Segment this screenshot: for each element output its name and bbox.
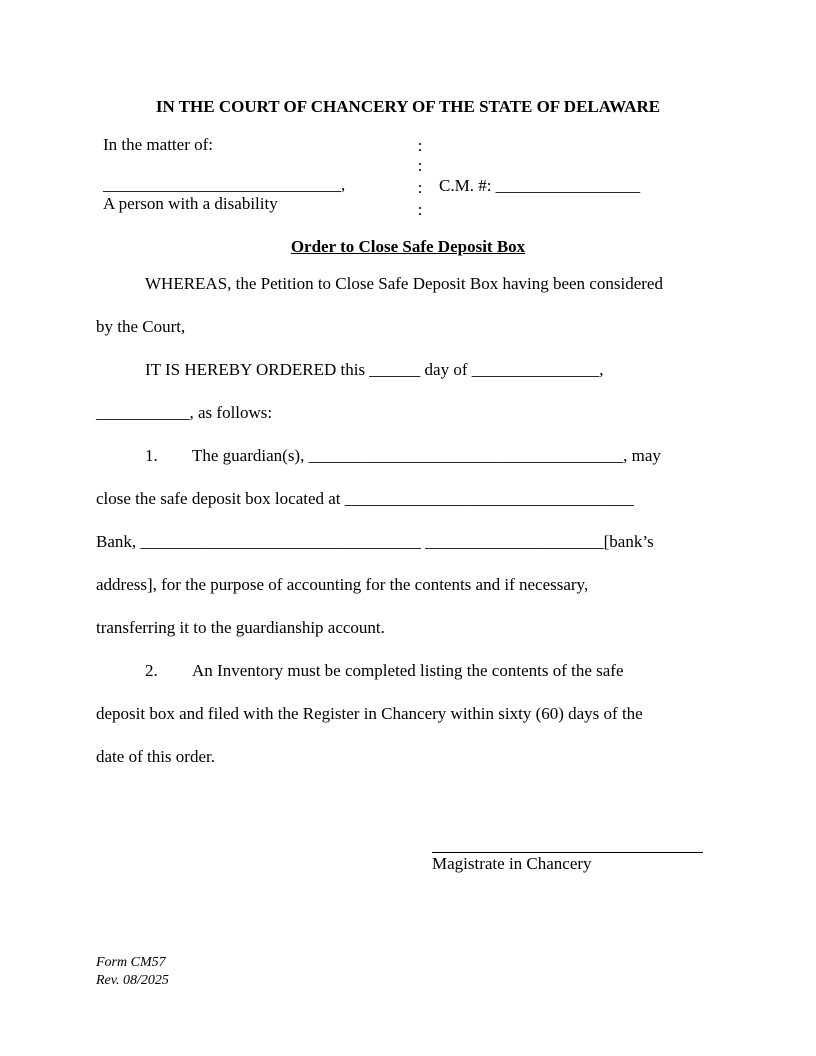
item1-line: Bank, _________________________________ _____________________[bank’s <box>96 532 654 551</box>
item-number: 1. <box>145 446 158 465</box>
caption-colon: : <box>417 178 423 197</box>
matter-label: In the matter of: <box>103 135 213 154</box>
item2-line: An Inventory must be completed listing the contents of the safe <box>192 661 624 680</box>
ordered-line: IT IS HEREBY ORDERED this ______ day of _______________, <box>145 360 604 379</box>
caption-colon: : <box>417 156 423 175</box>
whereas-line: WHEREAS, the Petition to Close Safe Deposit Box having been considered <box>145 274 663 293</box>
ordered-line: ___________, as follows: <box>96 403 273 422</box>
item2-line: deposit box and filed with the Register in Chancery within sixty (60) days of the <box>96 704 643 723</box>
order-title: Order to Close Safe Deposit Box <box>290 237 526 256</box>
caption-colon: : <box>417 136 423 155</box>
item-number: 2. <box>145 661 158 680</box>
form-number: Form CM57 <box>96 955 166 970</box>
item1-line: close the safe deposit box located at __________________________________ <box>96 489 634 508</box>
signature-label: Magistrate in Chancery <box>432 854 592 873</box>
caption-colon: : <box>417 200 423 219</box>
item1-line: transferring it to the guardianship account. <box>96 618 385 637</box>
cm-number-field: C.M. #: _________________ <box>439 176 641 195</box>
item1-line: address], for the purpose of accounting for the contents and if necessary, <box>96 575 589 594</box>
name-blank: ____________________________, <box>103 175 346 194</box>
court-heading: IN THE COURT OF CHANCERY OF THE STATE OF DELAWARE <box>155 97 661 116</box>
item1-line: The guardian(s), _____________________________________, may <box>192 446 661 465</box>
whereas-line: by the Court, <box>96 317 186 336</box>
form-revision: Rev. 08/2025 <box>96 973 169 988</box>
item2-line: date of this order. <box>96 747 215 766</box>
signature-line <box>432 852 703 853</box>
person-label: A person with a disability <box>103 194 278 213</box>
